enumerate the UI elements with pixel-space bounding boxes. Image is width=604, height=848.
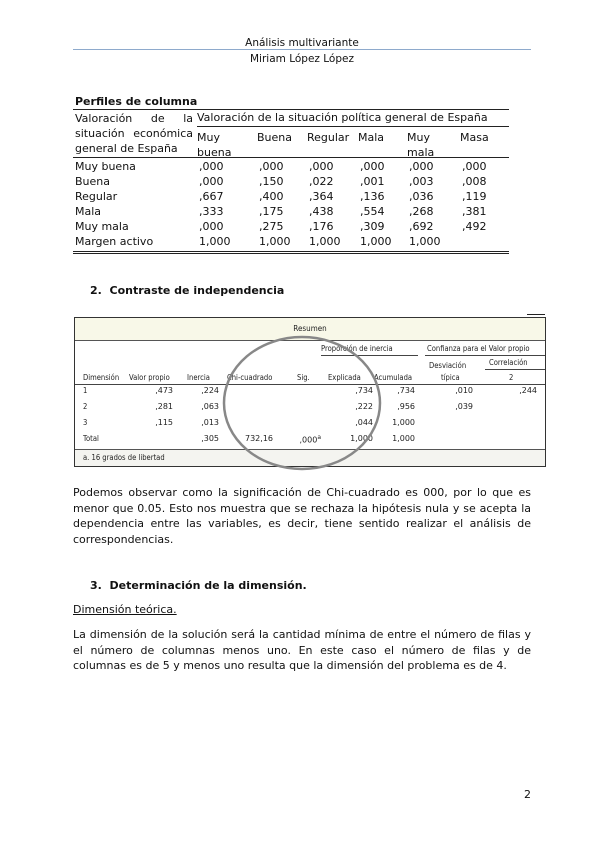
cell: ,022 <box>309 175 334 188</box>
paragraph-chi <box>73 485 531 547</box>
col-acumulada: Acumulada <box>374 373 413 382</box>
row-label: Muy mala <box>75 220 129 233</box>
col-header-line: Mala <box>358 131 385 144</box>
group-rule <box>425 355 545 356</box>
cell: ,438 <box>309 205 334 218</box>
cell: ,008 <box>462 175 487 188</box>
header-author: Miriam López López <box>249 53 354 65</box>
cell-explicada: ,222 <box>355 402 373 411</box>
col-header-line: Muy <box>407 131 430 144</box>
paragraph-line: menor que 0.05. Esto nos muestra que se rechaza la hipótesis nula y se acepta la <box>73 501 531 515</box>
paragraph-dimension <box>73 627 531 674</box>
cell: ,400 <box>259 190 284 203</box>
corner-line: Valoración de la <box>75 112 193 125</box>
cell: ,275 <box>259 220 284 233</box>
corner-line: general de España <box>75 142 178 155</box>
col-header <box>307 130 349 145</box>
row-label: Mala <box>75 205 102 218</box>
section-2-heading <box>90 284 284 297</box>
cell: 1,000 <box>309 235 341 248</box>
col-header <box>358 130 384 145</box>
row-label: Margen activo <box>75 235 154 248</box>
cell-acumulada: 1,000 <box>392 434 415 443</box>
cell: ,000 <box>309 160 334 173</box>
cell-explicada: 1,000 <box>350 434 373 443</box>
cell-dim: 2 <box>83 402 88 411</box>
cell: ,333 <box>199 205 224 218</box>
col-header-line: Masa <box>460 131 489 144</box>
table-rule-bottom <box>73 251 509 256</box>
cell: 1,000 <box>409 235 441 248</box>
resumen-title: Resumen <box>293 324 327 333</box>
col-corr-2: 2 <box>509 373 514 382</box>
paragraph-line: La dimensión de la solución será la cantidad mínima de entre el número de filas y <box>73 628 531 641</box>
cell-chi: 732,16 <box>245 434 273 443</box>
section-title: Determinación de la dimensión. <box>109 579 307 592</box>
highlight-ellipse <box>219 333 385 477</box>
cell: ,000 <box>409 160 434 173</box>
section-title: Contraste de independencia <box>109 284 285 297</box>
col-valor: Valor propio <box>129 373 170 382</box>
cell: ,692 <box>409 220 434 233</box>
row-label: Buena <box>75 175 110 188</box>
cell: ,176 <box>309 220 334 233</box>
col-inercia: Inercia <box>187 373 210 382</box>
cell: ,150 <box>259 175 284 188</box>
cell: ,000 <box>199 160 224 173</box>
corner-header <box>75 111 193 156</box>
cell: 1,000 <box>360 235 392 248</box>
col-header <box>460 130 489 145</box>
cell-sig-value: ,000 <box>299 435 318 445</box>
cell: ,554 <box>360 205 385 218</box>
row-label: Regular <box>75 190 118 203</box>
ellipse-svg <box>219 333 385 473</box>
cell: 1,000 <box>259 235 291 248</box>
cell-valor: ,473 <box>155 386 173 395</box>
col-header-line: buena <box>197 146 232 159</box>
col-header-line: mala <box>407 146 435 159</box>
col-tipica: típica <box>441 373 460 382</box>
cell: ,000 <box>199 175 224 188</box>
cell: ,000 <box>259 160 284 173</box>
cell-inercia: ,305 <box>201 434 219 443</box>
cell-inercia: ,013 <box>201 418 219 427</box>
header-title: Análisis multivariante <box>245 37 359 49</box>
cell: ,175 <box>259 205 284 218</box>
row-label: Muy buena <box>75 160 136 173</box>
ellipse-shape <box>224 337 380 469</box>
col-header <box>257 130 292 145</box>
cell-dim: 3 <box>83 418 88 427</box>
table-rule-mid <box>73 157 509 158</box>
col-correlacion: Correlación <box>489 358 528 367</box>
cell: 1,000 <box>199 235 231 248</box>
col-desviacion: Desviación <box>429 361 467 370</box>
section-number: 3. <box>90 579 102 592</box>
paragraph-line: el número de columnas menos uno. En este caso el número de filas y de <box>73 643 531 657</box>
cell-acumulada: ,956 <box>397 402 415 411</box>
col-chi: Chi-cuadrado <box>227 373 273 382</box>
corr-rule <box>485 369 545 370</box>
edge-rule <box>527 314 545 315</box>
col-explicada: Explicada <box>328 373 361 382</box>
cell-acumulada: 1,000 <box>392 418 415 427</box>
cell: ,119 <box>462 190 487 203</box>
col-dimension: Dimensión <box>83 373 120 382</box>
cell-valor: ,115 <box>155 418 173 427</box>
cell: ,364 <box>309 190 334 203</box>
cell-explicada: ,734 <box>355 386 373 395</box>
paragraph-line: columnas es de 5 y menos uno resulta que la dimensión del problema es de 4. <box>73 659 507 672</box>
supra-header: Valoración de la situación política general de España <box>197 111 488 124</box>
cell-dim: Total <box>83 434 99 443</box>
table-row <box>75 190 511 205</box>
cell: ,001 <box>360 175 385 188</box>
cell: ,136 <box>360 190 385 203</box>
table-row <box>75 205 511 220</box>
col-header-line: Muy <box>197 131 220 144</box>
table-rule-top <box>73 109 509 110</box>
corner-line: situación económica <box>75 127 193 140</box>
cell-valor: ,281 <box>155 402 173 411</box>
col-header <box>197 130 231 160</box>
cell-corr: ,244 <box>519 386 537 395</box>
cell: ,036 <box>409 190 434 203</box>
cell: ,492 <box>462 220 487 233</box>
cell-desv: ,010 <box>455 386 473 395</box>
cell-inercia: ,224 <box>201 386 219 395</box>
page-number: 2 <box>524 788 531 801</box>
paragraph-line: correspondencias. <box>73 532 174 546</box>
col-header-line: Regular <box>307 131 350 144</box>
perfiles-table <box>73 109 509 255</box>
cell-sig-sup: a <box>317 434 321 441</box>
table-rule-sub <box>197 126 509 127</box>
footnote: a. 16 grados de libertad <box>83 453 165 462</box>
cell: ,000 <box>462 160 487 173</box>
col-header-line: Buena <box>257 131 292 144</box>
perfiles-title: Perfiles de columna <box>75 95 198 108</box>
group-header-confianza: Confianza para el Valor propio <box>427 344 530 353</box>
cell-dim: 1 <box>83 386 88 395</box>
cell: ,003 <box>409 175 434 188</box>
cell: ,667 <box>199 190 224 203</box>
cell-explicada: ,044 <box>355 418 373 427</box>
paragraph-line: Podemos observar como la significación de Chi-cuadrado es 000, por lo que es <box>73 486 531 499</box>
table-row <box>75 175 511 190</box>
table-row <box>75 160 511 175</box>
col-header <box>407 130 434 160</box>
cell: ,309 <box>360 220 385 233</box>
section-3-heading <box>90 579 307 592</box>
cell: ,381 <box>462 205 487 218</box>
paragraph-line: dependencia entre las variables, es decir, tiene sentido realizar el análisis de <box>73 517 531 530</box>
cell-acumulada: ,734 <box>397 386 415 395</box>
table-row <box>75 235 511 250</box>
col-sig: Sig. <box>297 373 310 382</box>
cell: ,000 <box>199 220 224 233</box>
subheading: Dimensión teórica. <box>73 603 177 616</box>
cell-inercia: ,063 <box>201 402 219 411</box>
group-header-inercia: Proporción de inercia <box>321 344 393 353</box>
header-rule <box>73 49 531 50</box>
table-row <box>75 220 511 235</box>
section-number: 2. <box>90 284 102 297</box>
cell: ,268 <box>409 205 434 218</box>
cell-desv: ,039 <box>455 402 473 411</box>
cell: ,000 <box>360 160 385 173</box>
